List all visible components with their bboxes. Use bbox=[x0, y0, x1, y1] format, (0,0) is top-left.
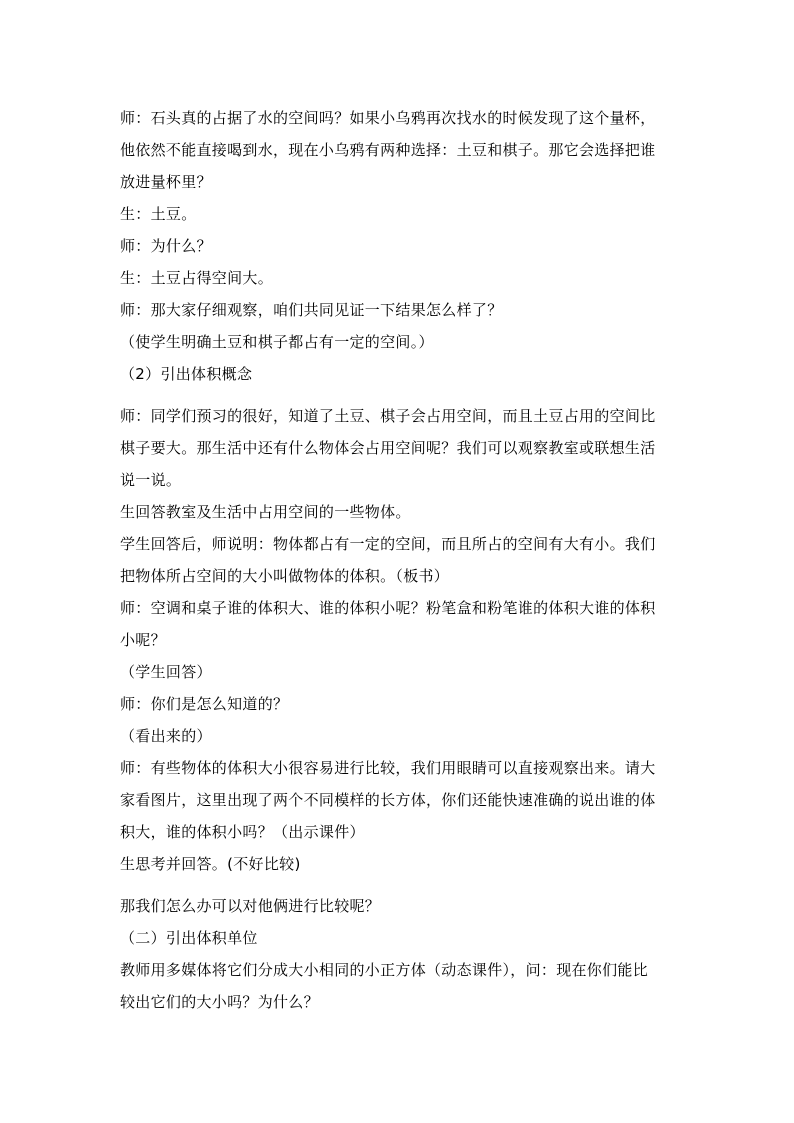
text-line: 学生回答后，师说明：物体都占有一定的空间，而且所占的空间有大有小。我们 bbox=[120, 535, 656, 553]
section-heading: （2）引出体积概念 bbox=[120, 365, 253, 383]
text-line: 师：为什么？ bbox=[120, 237, 212, 255]
text-line: 把物体所占空间的大小叫做物体的体积。（板书） bbox=[120, 567, 450, 585]
text-line: 生思考并回答。(不好比较) bbox=[120, 855, 301, 873]
section-heading: （二）引出体积单位 bbox=[120, 929, 258, 947]
text-line: 那我们怎么办可以对他俩进行比较呢？ bbox=[120, 897, 381, 915]
text-line: 积大，谁的体积小吗？（出示课件） bbox=[120, 823, 365, 841]
text-line: 生回答教室及生活中占用空间的一些物体。 bbox=[120, 503, 411, 521]
text-line: （看出来的） bbox=[120, 727, 212, 745]
text-line: （使学生明确土豆和棋子都占有一定的空间。） bbox=[120, 333, 434, 351]
text-line: 生：土豆占得空间大。 bbox=[120, 269, 274, 287]
text-line: 放进量杯里？ bbox=[120, 173, 212, 191]
text-line: 师：你们是怎么知道的？ bbox=[120, 695, 289, 713]
text-line: 家看图片，这里出现了两个不同模样的长方体，你们还能快速准确的说出谁的体 bbox=[120, 791, 656, 809]
text-line: 师：石头真的占据了水的空间吗？如果小乌鸦再次找水的时候发现了这个量杯， bbox=[120, 109, 656, 127]
text-line: 师：同学们预习的很好，知道了土豆、棋子会占用空间，而且土豆占用的空间比 bbox=[120, 407, 656, 425]
text-line: 教师用多媒体将它们分成大小相同的小正方体（动态课件），问：现在你们能比 bbox=[120, 961, 649, 979]
text-line: 师：有些物体的体积大小很容易进行比较，我们用眼睛可以直接观察出来。请大 bbox=[120, 759, 656, 777]
text-line: 师：那大家仔细观察，咱们共同见证一下结果怎么样了？ bbox=[120, 301, 503, 319]
text-line: 他依然不能直接喝到水，现在小乌鸦有两种选择：土豆和棋子。那它会选择把谁 bbox=[120, 141, 656, 159]
text-line: 较出它们的大小吗？为什么？ bbox=[120, 993, 319, 1011]
text-line: 师：空调和桌子谁的体积大、谁的体积小呢？粉笔盒和粉笔谁的体积大谁的体积 bbox=[120, 599, 656, 617]
text-line: （学生回答） bbox=[120, 663, 212, 681]
text-line: 棋子要大。那生活中还有什么物体会占用空间呢？我们可以观察教室或联想生活 bbox=[120, 439, 656, 457]
text-line: 生：土豆。 bbox=[120, 205, 197, 223]
text-line: 小呢？ bbox=[120, 631, 166, 649]
text-line: 说一说。 bbox=[120, 471, 182, 489]
